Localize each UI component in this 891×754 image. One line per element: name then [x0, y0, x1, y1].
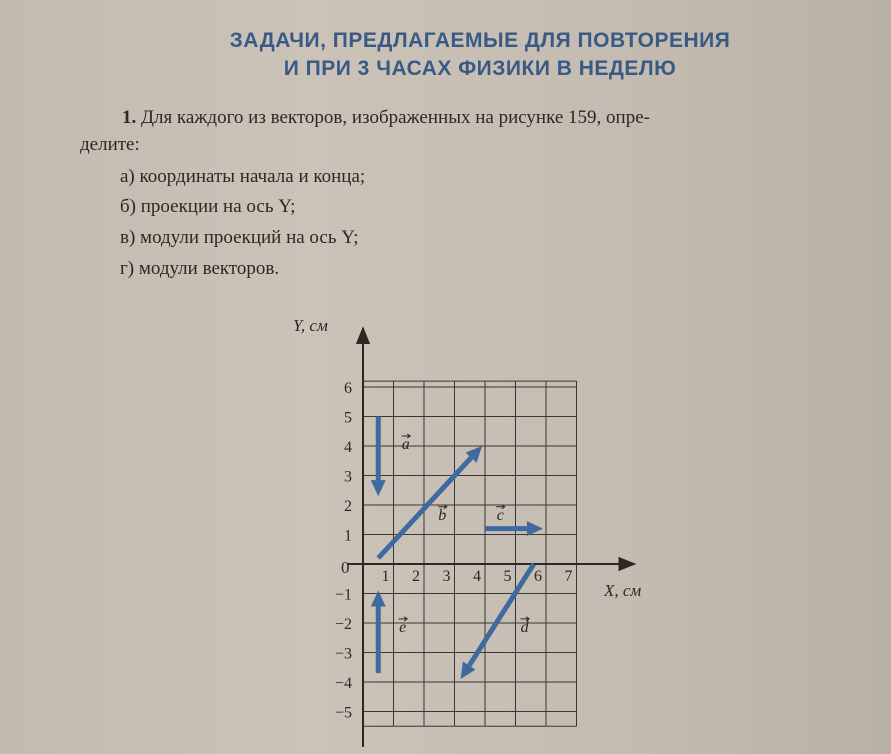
problem-item-d: г) модули векторов. [120, 258, 280, 279]
vector-b-label: b [438, 506, 447, 524]
problem-text-line-2: делите: [80, 134, 140, 155]
x-tick-label: 3 [442, 568, 451, 585]
x-tick-label: 2 [412, 568, 420, 585]
y-tick-label: 4 [344, 439, 352, 456]
y-tick-label: −4 [334, 675, 352, 692]
coordinate-grid [363, 381, 577, 726]
section-title-line-1: ЗАДАЧИ, ПРЕДЛАГАЕМЫЕ ДЛЯ ПОВТОРЕНИЯ [229, 29, 731, 52]
axis-ticks [335, 380, 573, 722]
vectors-group [371, 417, 543, 680]
problem-item-c: в) модули проекций на ось Y; [120, 227, 359, 248]
vector-a-label: a [401, 435, 410, 453]
x-tick-label: 7 [564, 568, 573, 585]
y-tick-label: −1 [334, 586, 352, 604]
vector-e [371, 591, 407, 674]
y-axis-label: Y, см [293, 315, 328, 335]
y-tick-label: 2 [344, 498, 352, 515]
vector-d [461, 564, 534, 679]
y-tick-label: −2 [334, 616, 352, 633]
origin-label: 0 [341, 558, 350, 577]
x-tick-label: 6 [534, 568, 542, 585]
vector-c-arrowhead [527, 521, 543, 536]
problem-item-b: б) проекции на ось Y; [120, 196, 296, 217]
section-title-line-2: И ПРИ 3 ЧАСАХ ФИЗИКИ В НЕДЕЛЮ [283, 57, 677, 80]
y-tick-label: 1 [344, 527, 352, 545]
vector-e-label: e [399, 618, 407, 636]
x-tick-label: 4 [473, 568, 481, 585]
x-tick-label: 1 [381, 568, 390, 585]
y-tick-label: 6 [344, 380, 352, 397]
vector-a-arrowhead [371, 480, 386, 496]
vector-b-shaft [378, 458, 471, 558]
vector-a [371, 417, 410, 497]
problem-number: 1. [122, 107, 137, 128]
vector-c-label: c [496, 506, 504, 524]
x-tick-label: 5 [503, 568, 512, 585]
x-axis-label: X, см [603, 581, 642, 600]
vector-d-label: d [520, 618, 529, 636]
problem-text-line-1: Для каждого из векторов, изображенных на рисунке 159, опре- [141, 107, 650, 128]
vector-c [485, 505, 543, 536]
problem-item-a: а) координаты начала и конца; [120, 166, 366, 187]
y-tick-label: 3 [344, 468, 352, 486]
y-tick-label: −3 [334, 645, 352, 663]
vector-e-arrowhead [371, 591, 386, 607]
y-tick-label: 5 [344, 409, 352, 427]
y-tick-label: −5 [334, 704, 352, 722]
